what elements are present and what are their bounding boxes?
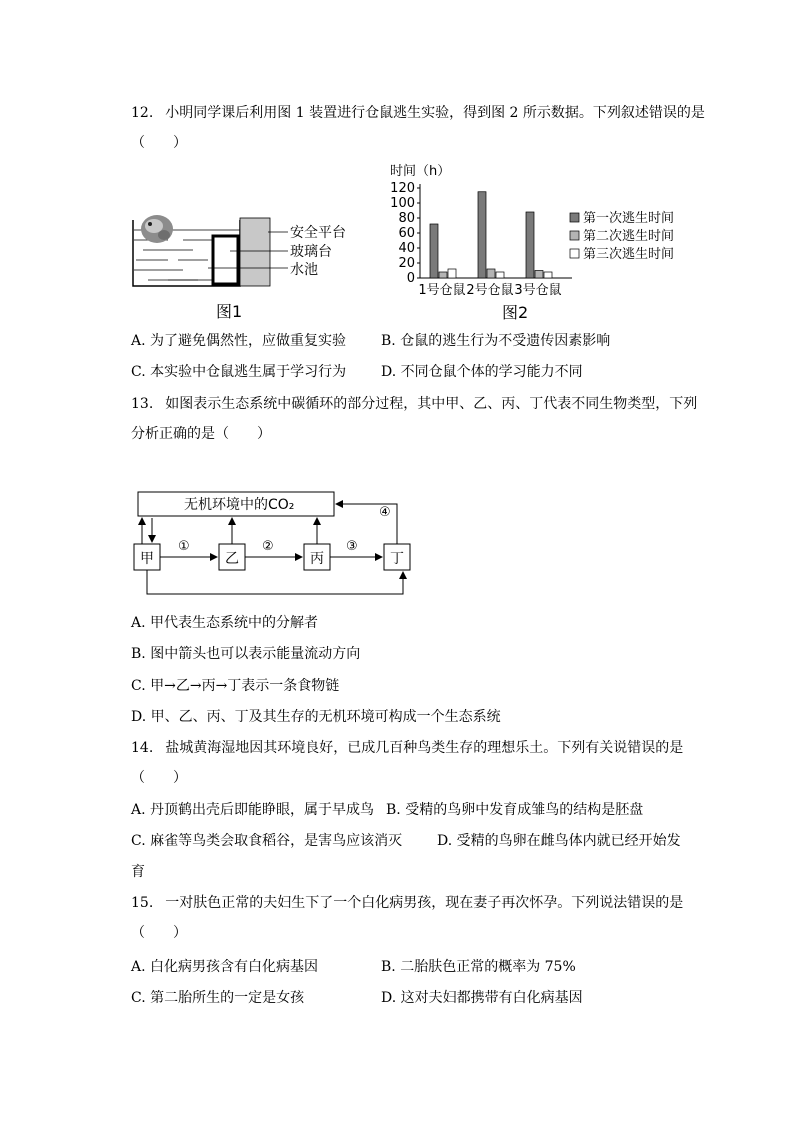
q14-option-a[interactable]: A. 丹顶鹤出壳后即能睁眼，属于早成鸟 bbox=[131, 802, 375, 818]
q12-stem-text: 小明同学课后利用图 1 装置进行仓鼠逃生实验，得到图 2 所示数据。下列叙述错误的是 bbox=[165, 105, 705, 121]
q12-option-b[interactable]: B. 仓鼠的逃生行为不受遗传因素影响 bbox=[381, 333, 611, 349]
y-tick-label: 80 bbox=[398, 211, 415, 226]
q12-number: 12. bbox=[131, 105, 154, 121]
bar bbox=[487, 269, 495, 278]
legend-label: 第二次逃生时间 bbox=[583, 229, 675, 244]
q14-stem-line1 bbox=[131, 738, 683, 758]
arrow-4-label: ④ bbox=[379, 505, 391, 520]
q15-option-d[interactable]: D. 这对夫妇都携带有白化病基因 bbox=[381, 990, 583, 1006]
x-axis-labels bbox=[418, 283, 561, 298]
figure1-caption: 图1 bbox=[216, 302, 243, 320]
legend-swatch bbox=[570, 213, 579, 222]
node-jia-label: 甲 bbox=[140, 551, 154, 567]
legend-swatch bbox=[570, 231, 579, 240]
bar bbox=[496, 272, 504, 278]
safe-platform bbox=[240, 218, 270, 286]
y-tick-label: 40 bbox=[398, 241, 415, 256]
bar bbox=[535, 271, 543, 279]
q12-option-c[interactable]: C. 本实验中仓鼠逃生属于学习行为 bbox=[131, 364, 347, 380]
q13-number: 13. bbox=[131, 396, 154, 412]
x-tick-label: 3号仓鼠 bbox=[514, 283, 562, 298]
q15-option-c[interactable]: C. 第二胎所生的一定是女孩 bbox=[131, 990, 305, 1006]
arrow-2-label: ② bbox=[262, 539, 274, 554]
label-safe-platform: 安全平台 bbox=[290, 225, 346, 241]
q12-figure2-chart bbox=[380, 160, 700, 325]
bar bbox=[430, 224, 438, 278]
q12-stem-line1 bbox=[131, 103, 705, 123]
q14-option-d[interactable]: D. 受精的鸟卵在雌鸟体内就已经开始发 bbox=[437, 833, 681, 849]
q14-option-c[interactable]: C. 麻雀等鸟类会取食稻谷，是害鸟应该消灭 bbox=[131, 833, 403, 849]
q15-option-a[interactable]: A. 白化病男孩含有白化病基因 bbox=[131, 959, 319, 975]
q12-figure1 bbox=[128, 208, 358, 320]
q13-stem-text: 如图表示生态系统中碳循环的部分过程，其中甲、乙、丙、丁代表不同生物类型，下列 bbox=[165, 396, 698, 412]
q14-option-b[interactable]: B. 受精的鸟卵中发育成雏鸟的结构是胚盘 bbox=[386, 802, 644, 818]
co2-box-label: 无机环境中的CO₂ bbox=[184, 497, 295, 513]
q14-option-d-continued: 育 bbox=[131, 864, 145, 880]
legend-label: 第三次逃生时间 bbox=[583, 247, 675, 262]
node-bing-label: 丙 bbox=[310, 551, 324, 567]
x-tick-label: 2号仓鼠 bbox=[466, 283, 514, 298]
q13-option-d[interactable]: D. 甲、乙、丙、丁及其生存的无机环境可构成一个生态系统 bbox=[131, 709, 501, 725]
legend-swatch bbox=[570, 249, 579, 258]
q14-stem-text: 盐城黄海湿地因其环境良好，已成几百种鸟类生存的理想乐土。下列有关说错误的是 bbox=[165, 740, 684, 756]
bars bbox=[430, 192, 552, 278]
legend-label: 第一次逃生时间 bbox=[583, 211, 675, 226]
q13-carbon-cycle-diagram bbox=[128, 484, 428, 604]
q13-option-c[interactable]: C. 甲→乙→丙→丁表示一条食物链 bbox=[131, 678, 340, 694]
y-tick-label: 60 bbox=[398, 226, 415, 241]
q15-stem-line2: （ ） bbox=[131, 925, 187, 941]
bar bbox=[448, 269, 456, 278]
q12-stem-line2: （ ） bbox=[131, 135, 187, 151]
q14-number: 14. bbox=[131, 740, 154, 756]
y-tick-label: 0 bbox=[406, 271, 415, 286]
y-tick-label: 100 bbox=[390, 196, 415, 211]
arrow-3-label: ③ bbox=[346, 539, 358, 554]
label-pool: 水池 bbox=[290, 262, 318, 278]
x-tick-label: 1号仓鼠 bbox=[418, 283, 466, 298]
legend bbox=[570, 210, 674, 262]
q14-stem-line2: （ ） bbox=[131, 770, 187, 786]
hamster-icon bbox=[141, 215, 173, 243]
q13-option-a[interactable]: A. 甲代表生态系统中的分解者 bbox=[131, 615, 319, 631]
figure2-caption: 图2 bbox=[502, 303, 529, 322]
bar bbox=[478, 192, 486, 278]
y-tick-label: 120 bbox=[390, 181, 415, 196]
arrow-1-label: ① bbox=[178, 539, 190, 554]
q12-option-d[interactable]: D. 不同仓鼠个体的学习能力不同 bbox=[381, 364, 583, 380]
q13-stem-line2: 分析正确的是（ ） bbox=[131, 426, 271, 442]
bar bbox=[544, 272, 552, 278]
q15-number: 15. bbox=[131, 895, 154, 911]
bar bbox=[526, 212, 534, 278]
q15-stem-line1 bbox=[131, 893, 683, 913]
chart-ylabel: 时间（h） bbox=[390, 164, 451, 179]
label-glass-platform: 玻璃台 bbox=[290, 244, 332, 260]
glass-platform bbox=[213, 236, 238, 284]
q12-option-a[interactable]: A. 为了避免偶然性，应做重复实验 bbox=[131, 333, 347, 349]
q15-stem-text: 一对肤色正常的夫妇生下了一个白化病男孩，现在妻子再次怀孕。下列说法错误的是 bbox=[165, 895, 684, 911]
y-tick-label: 20 bbox=[398, 256, 415, 271]
q13-stem-line1 bbox=[131, 394, 697, 414]
q13-option-b[interactable]: B. 图中箭头也可以表示能量流动方向 bbox=[131, 646, 361, 662]
node-ding-label: 丁 bbox=[390, 551, 404, 567]
q15-option-b[interactable]: B. 二胎肤色正常的概率为 75% bbox=[381, 959, 576, 975]
node-yi-label: 乙 bbox=[225, 551, 239, 567]
bar bbox=[439, 272, 447, 278]
